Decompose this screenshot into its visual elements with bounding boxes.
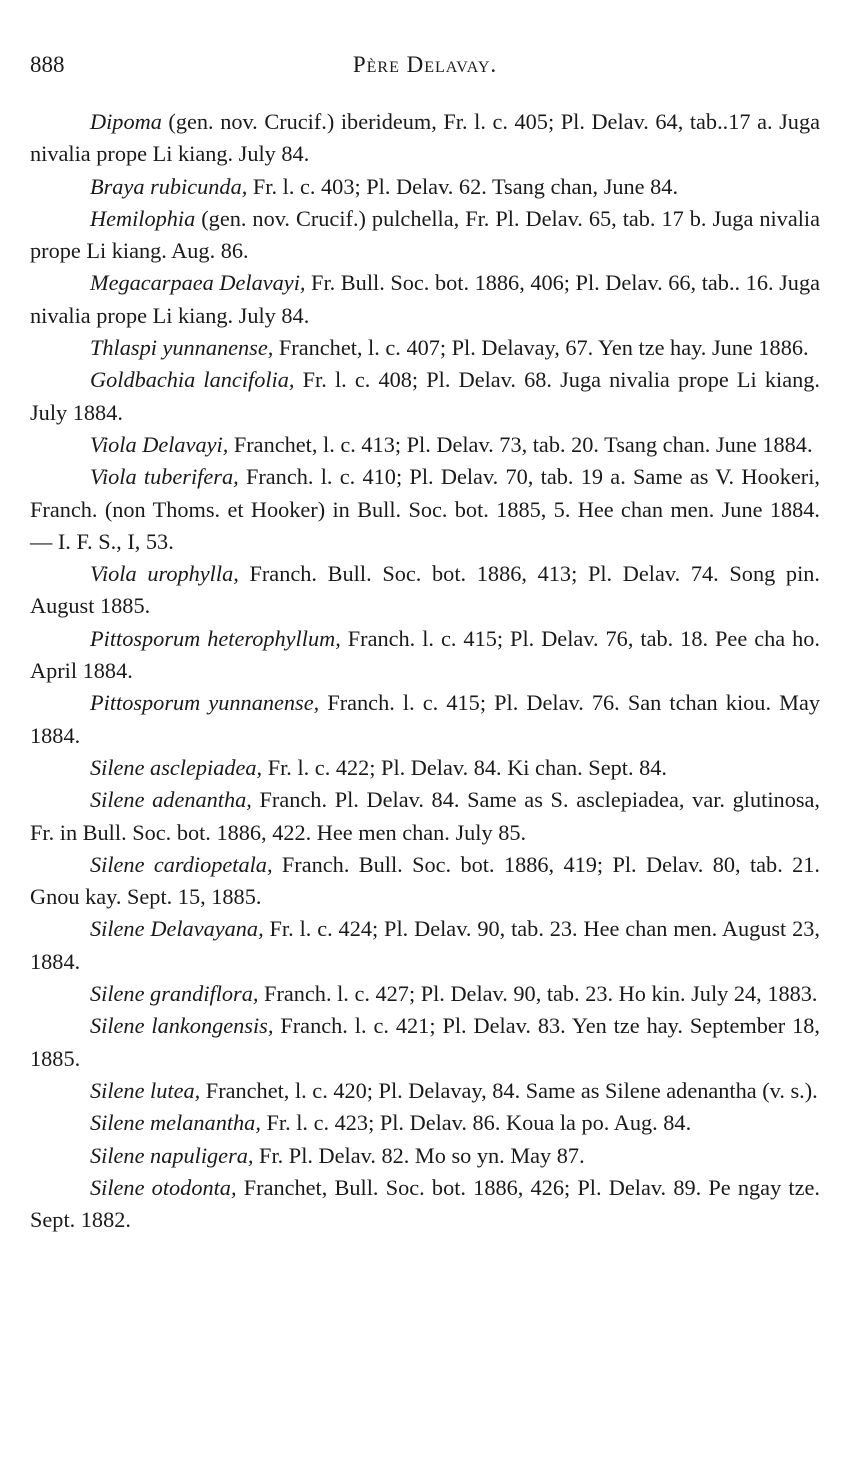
entry-text: Fr. l. c. 403; Pl. Delav. 62. Tsang chan, June 84. — [247, 173, 679, 199]
species-name: Silene adenantha, — [90, 787, 252, 813]
list-item — [30, 849, 820, 914]
species-name: Hemilophia — [90, 205, 196, 231]
entry-text: Franch. Bull. Soc. bot. 1886, 419; Pl. Delav. 80, tab. 21. Gnou kay. Sept. 15, 1885. — [30, 851, 820, 910]
entry-text: Franch. Bull. Soc. bot. 1886, 413; Pl. Delav. 74. Song pin. August 1885. — [30, 561, 820, 619]
entry-text: Franch. Pl. Delav. 84. Same as S. asclepiadea, var. glutinosa, Fr. in Bull. Soc. bot. 1886, 422. Hee men chan. July 85. — [30, 787, 820, 845]
species-name: Goldbachia lancifolia, — [90, 367, 295, 393]
species-name: Viola tuberifera, — [90, 464, 239, 490]
list-item — [30, 106, 820, 171]
entry-text: Fr. Pl. Delav. 82. Mo so yn. May 87. — [253, 1142, 585, 1168]
page-number: 888 — [30, 52, 65, 77]
entry-text: (gen. nov. Crucif.) pulchella, Fr. Pl. Delav. 65, tab. 17 b. Juga nivalia prope Li kiang. Aug. 86. — [30, 205, 820, 264]
list-item — [30, 429, 820, 461]
species-name: Pittosporum heterophyllum, — [90, 625, 341, 651]
species-name: Silene lutea, — [90, 1077, 201, 1103]
entry-text: Franchet, l. c. 413; Pl. Delav. 73, tab. 20. Tsang chan. June 1884. — [228, 431, 813, 457]
list-item — [30, 558, 820, 623]
list-item — [30, 332, 820, 364]
list-item — [30, 1107, 820, 1139]
species-name: Viola urophylla, — [90, 561, 239, 587]
list-item — [30, 687, 820, 752]
list-item — [30, 461, 820, 558]
species-name: Silene otodonta, — [90, 1174, 237, 1200]
species-name: Viola Delavayi, — [90, 431, 229, 457]
entry-text: Franchet, l. c. 407; Pl. Delavay, 67. Yen tze hay. June 1886. — [273, 335, 809, 361]
entry-text: (gen. nov. Crucif.) iberideum, Fr. l. c. 405; Pl. Delav. 64, tab..17 a. Juga nivalia prope Li kiang. July 84. — [30, 109, 820, 167]
list-item — [30, 978, 820, 1010]
list-item — [30, 267, 820, 332]
species-name: Silene lankongensis, — [90, 1013, 274, 1039]
list-item — [30, 913, 820, 978]
list-item — [30, 1172, 820, 1237]
species-name: Silene grandiflora, — [90, 981, 259, 1007]
list-item — [30, 623, 820, 688]
species-name: Braya rubicunda, — [90, 173, 248, 199]
entry-text: Fr. l. c. 408; Pl. Delav. 68. Juga nivalia prope Li kiang. July 1884. — [30, 367, 820, 425]
species-name: Silene melanantha, — [90, 1110, 261, 1136]
list-item — [30, 1010, 820, 1075]
entry-text: Fr. Bull. Soc. bot. 1886, 406; Pl. Delav. 66, tab.. 16. Juga nivalia prope Li kiang. July 84. — [30, 270, 820, 328]
species-name: Thlaspi yunnanense, — [90, 335, 274, 361]
running-title: Père Delavay. — [352, 52, 498, 77]
species-name: Silene cardiopetala, — [90, 851, 273, 877]
entry-text: Fr. l. c. 424; Pl. Delav. 90, tab. 23. Hee chan men. August 23, 1884. — [30, 916, 820, 974]
species-name: Silene napuligera, — [90, 1142, 254, 1168]
species-list — [30, 106, 820, 1236]
entry-text: Franch. l. c. 415; Pl. Delav. 76, tab. 18. Pee cha ho. April 1884. — [30, 625, 820, 684]
list-item — [30, 364, 820, 429]
entry-text: Franch. l. c. 410; Pl. Delav. 70, tab. 19 a. Same as V. Hookeri, Franch. (non Thoms. et Hooker) in Bull. Soc. bot. 1885, 5. Hee chan men. June 1884. — I. F. S., I, 53. — [30, 464, 820, 554]
list-item — [30, 784, 820, 849]
species-name: Dipoma — [90, 109, 162, 134]
species-name: Silene Delavayana, — [90, 916, 264, 942]
entry-text: Fr. l. c. 423; Pl. Delav. 86. Koua la po. Aug. 84. — [260, 1110, 692, 1136]
list-item — [30, 1140, 820, 1172]
entry-text: Fr. l. c. 422; Pl. Delav. 84. Ki chan. Sept. 84. — [262, 754, 667, 780]
entry-text: Franch. l. c. 427; Pl. Delav. 90, tab. 23. Ho kin. July 24, 1883. — [258, 981, 818, 1007]
list-item — [30, 171, 820, 203]
species-name: Megacarpaea Delavayi, — [90, 270, 306, 296]
entry-text: Franchet, l. c. 420; Pl. Delavay, 84. Same as Silene adenantha (v. s.). — [200, 1077, 818, 1103]
entry-text: Franchet, Bull. Soc. bot. 1886, 426; Pl. Delav. 89. Pe ngay tze. Sept. 1882. — [30, 1174, 820, 1233]
entry-text: Franch. l. c. 415; Pl. Delav. 76. San tchan kiou. May 1884. — [30, 690, 820, 748]
species-name: Pittosporum yunnanense, — [90, 690, 320, 716]
list-item — [30, 203, 820, 268]
list-item — [30, 752, 820, 784]
species-name: Silene asclepiadea, — [90, 754, 263, 780]
entry-text: Franch. l. c. 421; Pl. Delav. 83. Yen tze hay. September 18, 1885. — [30, 1013, 820, 1071]
list-item — [30, 1075, 820, 1107]
page-header — [30, 52, 820, 82]
